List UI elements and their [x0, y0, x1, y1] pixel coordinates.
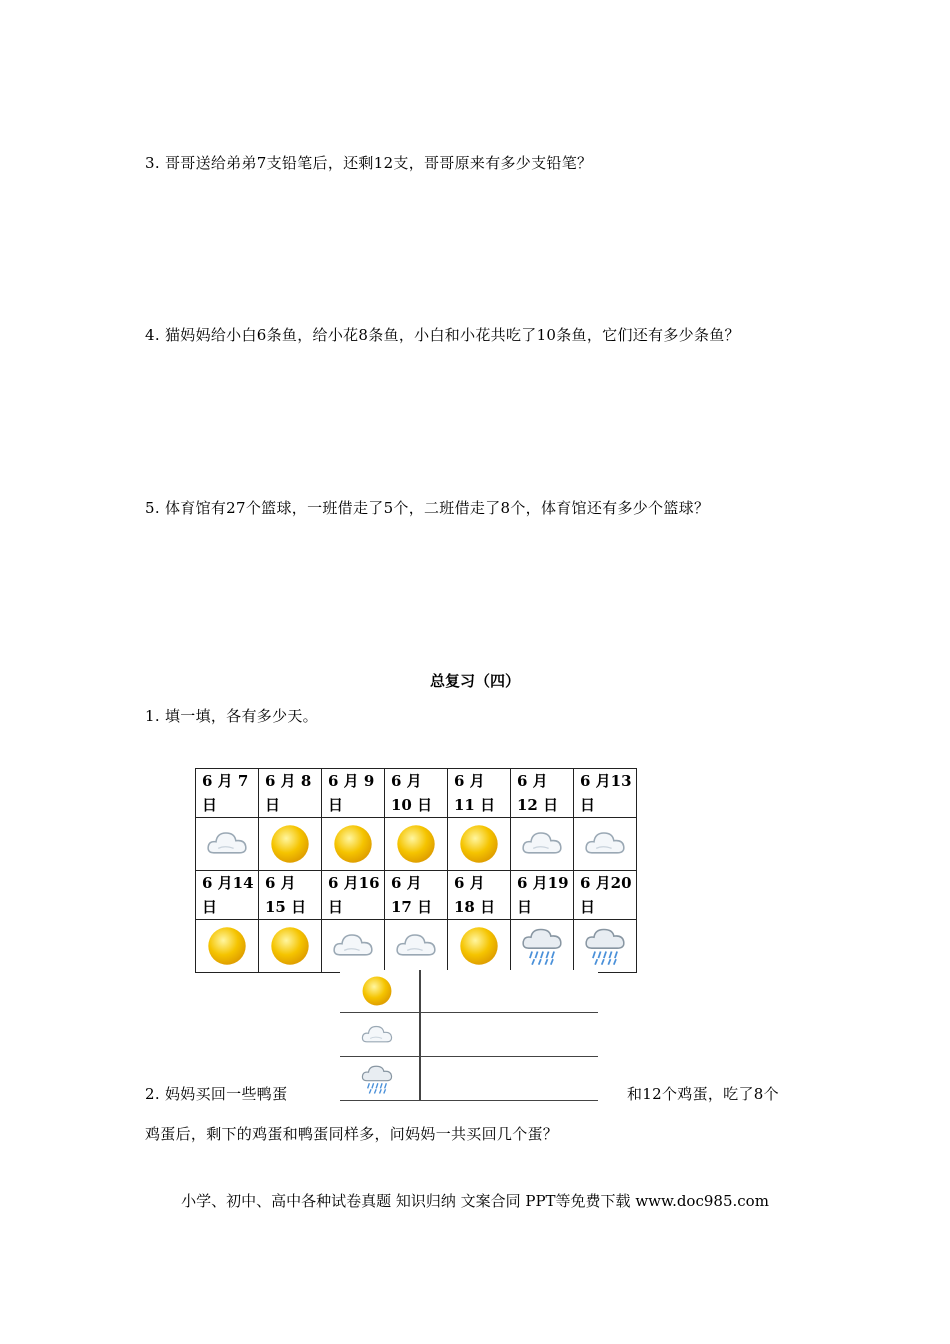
sun-icon [196, 920, 259, 973]
rain-icon [360, 1062, 394, 1100]
cloud-icon [360, 1018, 394, 1056]
date-cell: 6 月 11 日 [448, 769, 511, 818]
date-cell: 6 月 17 日 [385, 871, 448, 920]
sun-icon [259, 920, 322, 973]
cloud-icon [331, 924, 375, 968]
sun-icon [268, 924, 312, 968]
date-cell: 6 月13 日 [574, 769, 637, 818]
question-4: 4. 猫妈妈给小白6条鱼，给小花8条鱼，小白和小花共吃了10条鱼，它们还有多少条鱼？ [145, 326, 740, 344]
date-cell: 6 月 7 日 [196, 769, 259, 818]
weather-calendar [195, 768, 637, 973]
date-cell: 6 月19 日 [511, 871, 574, 920]
cloud-icon [196, 818, 259, 871]
sun-icon [268, 822, 312, 866]
sun-icon [322, 818, 385, 871]
question-5: 5. 体育馆有27个篮球，一班借走了5个，二班借走了8个，体育馆还有多少个篮球？ [145, 499, 710, 517]
sun-icon [448, 818, 511, 871]
task-1: 1. 填一填，各有多少天。 [145, 707, 318, 725]
date-cell: 6 月 18 日 [448, 871, 511, 920]
date-cell: 6 月14 日 [196, 871, 259, 920]
sun-icon [448, 920, 511, 973]
sun-icon [331, 822, 375, 866]
calendar-date-row-1 [196, 769, 637, 818]
sun-icon [205, 924, 249, 968]
date-cell: 6 月 15 日 [259, 871, 322, 920]
tally-row-rainy [340, 1058, 598, 1101]
footer-text: 小学、初中、高中各种试卷真题 知识归纳 文案合同 PPT等免费下载 www.doc985.com [181, 1192, 769, 1210]
cloud-icon [322, 920, 385, 973]
cloud-icon [574, 818, 637, 871]
tally-row-sunny [340, 970, 598, 1013]
sun-icon [360, 974, 394, 1008]
task-2-part-1: 2. 妈妈买回一些鸭蛋 [145, 1085, 288, 1103]
cloud-icon [205, 822, 249, 866]
tally-row-cloudy [340, 1014, 598, 1057]
sun-icon [259, 818, 322, 871]
rain-icon [583, 924, 627, 968]
rain-icon [360, 1062, 394, 1096]
task-2-part-2: 和12个鸡蛋，吃了8个 [627, 1085, 779, 1103]
section-title: 总复习（四） [429, 672, 520, 690]
cloud-icon [394, 924, 438, 968]
rain-icon [520, 924, 564, 968]
cloud-icon [385, 920, 448, 973]
calendar-date-row-2 [196, 871, 637, 920]
calendar-weather-row-1 [196, 818, 637, 871]
sun-icon [360, 974, 394, 1012]
sun-icon [394, 822, 438, 866]
cloud-icon [520, 822, 564, 866]
date-cell: 6 月20 日 [574, 871, 637, 920]
calendar-weather-row-2 [196, 920, 637, 973]
rain-icon [511, 920, 574, 973]
date-cell: 6 月 12 日 [511, 769, 574, 818]
date-cell: 6 月16 日 [322, 871, 385, 920]
sun-icon [457, 822, 501, 866]
date-cell: 6 月 10 日 [385, 769, 448, 818]
date-cell: 6 月 9 日 [322, 769, 385, 818]
rain-icon [574, 920, 637, 973]
question-3: 3. 哥哥送给弟弟7支铅笔后，还剩12支，哥哥原来有多少支铅笔？ [145, 154, 593, 172]
cloud-icon [511, 818, 574, 871]
date-cell: 6 月 8 日 [259, 769, 322, 818]
cloud-icon [360, 1018, 394, 1052]
weather-tally-table [340, 970, 598, 1102]
cloud-icon [583, 822, 627, 866]
task-2-line-2: 鸡蛋后，剩下的鸡蛋和鸭蛋同样多，问妈妈一共买回几个蛋？ [145, 1125, 559, 1143]
sun-icon [457, 924, 501, 968]
sun-icon [385, 818, 448, 871]
